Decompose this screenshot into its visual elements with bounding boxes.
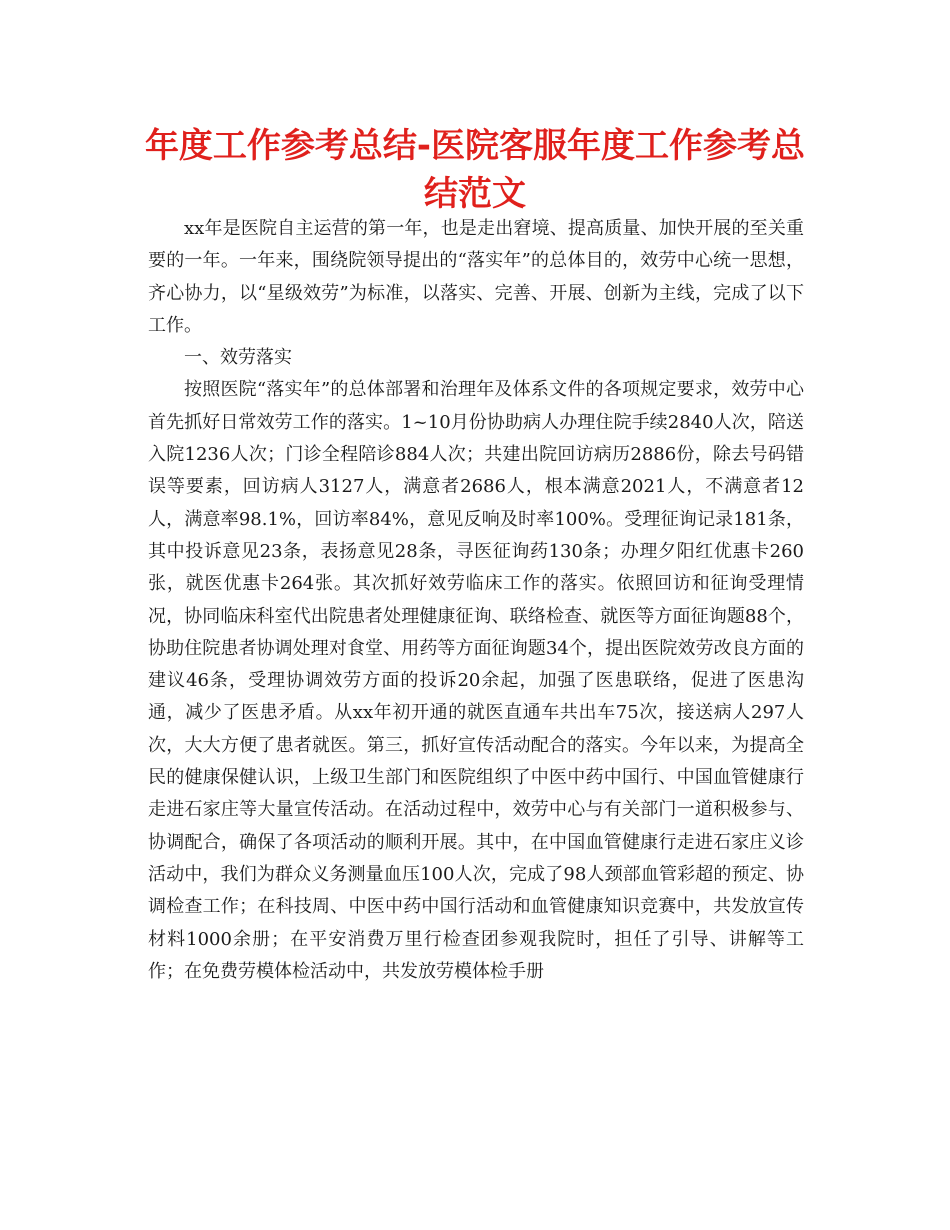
paragraph-intro: xx年是医院自主运营的第一年，也是走出窘境、提高质量、加快开展的至关重要的一年。一年来，围绕院领导提出的“落实年”的总体目的，效劳中心统一思想，齐心协力，以“星级效劳”为标准，以落实、完善、开展、创新为主线，完成了以下工作。 — [148, 218, 804, 336]
section-heading: 一、效劳落实 — [184, 347, 292, 369]
document-title: 年度工作参考总结-医院客服年度工作参考总结范文 — [144, 126, 806, 214]
document-body — [148, 213, 804, 988]
paragraph-service: 按照医院“落实年”的总体部署和治理年及体系文件的各项规定要求，效劳中心首先抓好日常效劳工作的落实。1~10月份协助病人办理住院手续2840人次，陪送入院1236人次；门诊全程陪诊884人次；共建出院回访病历2886份，除去号码错误等要素，回访病人3127人，满意者2686人，根本满意2021人，不满意者12人，满意率98.1%，回访率84%，意见反响及时率100%。受理征询记录181条，其中投诉意见23条，表扬意见28条，寻医征询药130条；办理夕阳红优惠卡260张，就医优惠卡264张。其次抓好效劳临床工作的落实。依照回访和征询受理情况，协同临床科室代出院患者处理健康征询、联络检查、就医等方面征询题88个，协助住院患者协调处理对食堂、用药等方面征询题34个，提出医院效劳改良方面的建议46条，受理协调效劳方面的投诉20余起，加强了医患联络，促进了医患沟通，减少了医患矛盾。从xx年初开通的就医直通车共出车75次，接送病人297人次，大大方便了患者就医。第三，抓好宣传活动配合的落实。今年以来，为提高全民的健康保健认识，上级卫生部门和医院组织了中医中药中国行、中国血管健康行走进石家庄等大量宣传活动。在活动过程中，效劳中心与有关部门一道积极参与、协调配合，确保了各项活动的顺利开展。其中，在中国血管健康行走进石家庄义诊活动中，我们为群众义务测量血压100人次，完成了98人颈部血管彩超的预定、协调检查工作；在科技周、中医中药中国行活动和血管健康知识竞赛中，共发放宣传材料1000余册；在平安消费万里行检查团参观我院时，担任了引导、讲解等工作；在免费劳模体检活动中，共发放劳模体检手册 — [148, 379, 804, 982]
